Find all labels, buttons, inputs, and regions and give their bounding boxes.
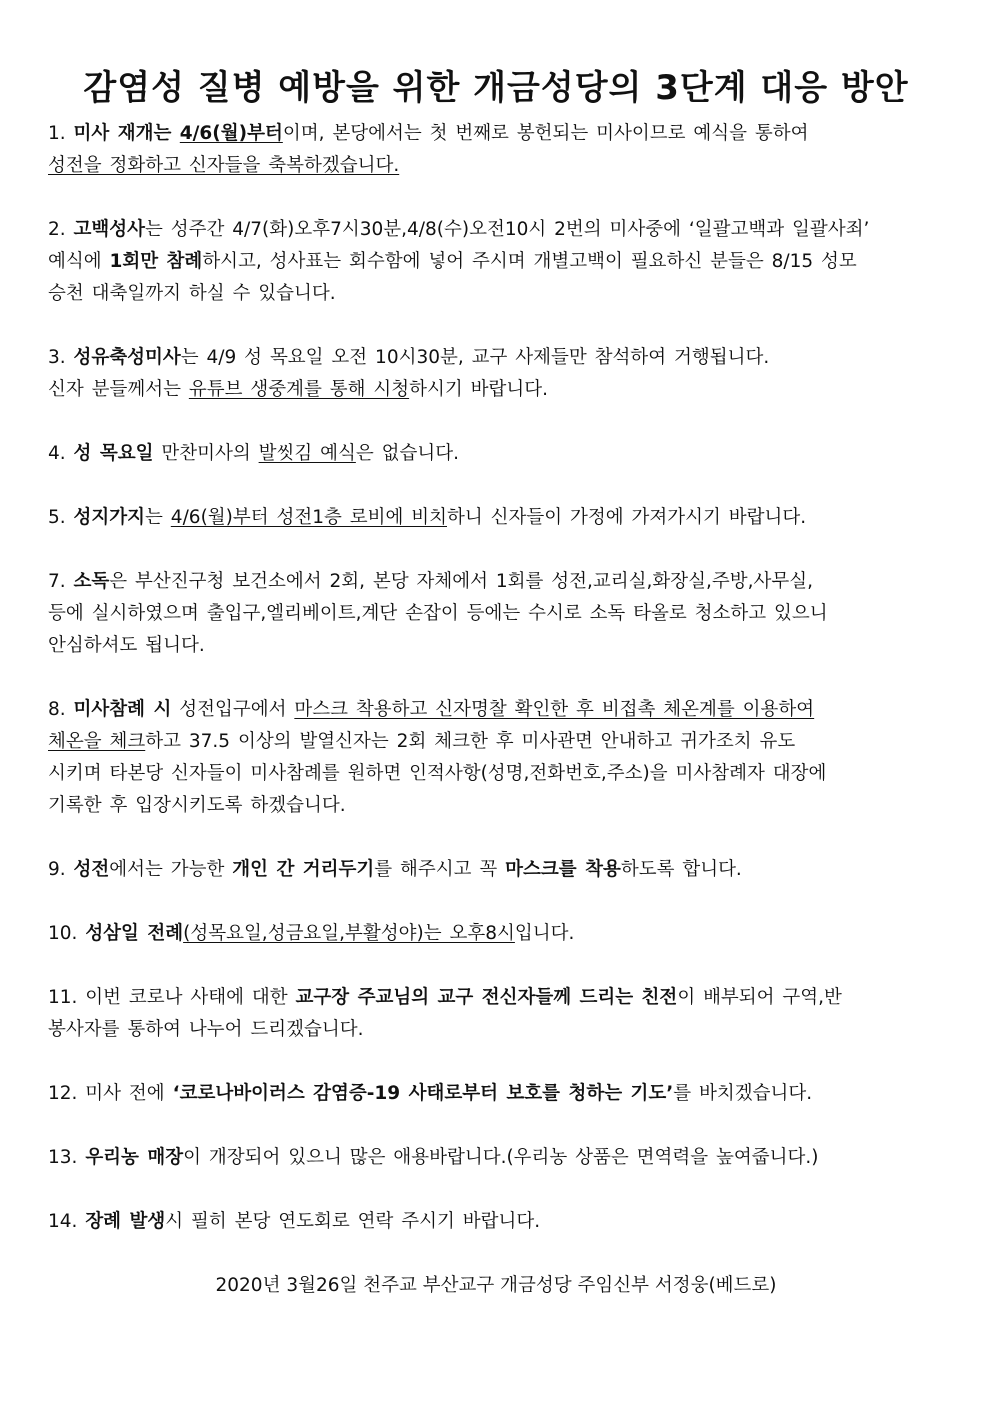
item-5 [48, 502, 948, 534]
body-text: 5. [48, 507, 74, 528]
item-7 [48, 566, 948, 662]
item-1 [48, 118, 948, 182]
body-text: 하시고, 성사표는 회수함에 넣어 주시며 개별고백이 필요하신 분들은 8/15 성모 승천 대축일까지 하실 수 있습니다. [48, 251, 857, 304]
body-text: 에서는 가능한 [109, 859, 233, 880]
body-text: 13. [48, 1147, 86, 1168]
item-8 [48, 694, 948, 822]
body-text: 를 바치겠습니다. [673, 1083, 813, 1104]
body-text: 은 없습니다. [355, 443, 459, 464]
item-11 [48, 982, 948, 1046]
emphasis-text: 고백성사 [73, 219, 146, 240]
body-text: 1. [48, 123, 74, 144]
body-text: 3. [48, 347, 74, 368]
body-text: 은 부산진구청 보건소에서 2회, 본당 자체에서 1회를 성전,교리실,화장실,주방,사무실, 등에 실시하였으며 출입구,엘리베이트,계단 손잡이 등에는 수시로 소독 타올로 청소하고 있으니 안심하셔도 됩니다. [48, 571, 828, 656]
emphasis-text: 마스크를 착용 [505, 859, 621, 880]
body-text: 14. [48, 1211, 86, 1232]
body-text: 이며, 본당에서는 첫 번째로 봉헌되는 미사이므로 예식을 통하여 [282, 123, 809, 144]
underlined-text: 마스크 착용하고 신자명찰 확인한 후 비접촉 체온계를 이용하여 체온을 체크 [48, 699, 815, 752]
document-title: 감염성 질병 예방을 위한 개금성당의 3단계 대응 방안 [83, 68, 909, 108]
emphasis-text: ‘코로나바이러스 감염증-19 사태로부터 보호를 청하는 기도’ [172, 1083, 674, 1104]
body-text: 를 해주시고 꼭 [374, 859, 506, 880]
emphasis-text: 성지가지 [73, 507, 146, 528]
item-12 [48, 1078, 948, 1110]
emphasis-text: 성유축성미사 [73, 347, 181, 368]
emphasis-text: 성전 [73, 859, 110, 880]
emphasis-text: 미사참례 시 [73, 699, 172, 720]
emphasis-text: 성 목요일 [73, 443, 154, 464]
body-text: 12. 미사 전에 [48, 1083, 173, 1104]
body-text: 시 필히 본당 연도회로 연락 주시기 바랍니다. [165, 1211, 541, 1232]
item-2 [48, 214, 948, 310]
underlined-text: 성전을 정화하고 신자들을 축복하겠습니다. [48, 155, 400, 176]
item-13 [48, 1142, 948, 1174]
body-text: 10. [48, 923, 86, 944]
body-text: 11. 이번 코로나 사태에 대한 [48, 987, 296, 1008]
body-text: 하시기 바랍니다. [409, 379, 548, 400]
emphasis-text: 개인 간 거리두기 [232, 859, 375, 880]
item-9 [48, 854, 948, 886]
item-4 [48, 438, 948, 470]
emphasis-text: 우리농 매장 [85, 1147, 184, 1168]
body-text: 성전입구에서 [171, 699, 295, 720]
body-text: 는 성주간 4/7(화)오후7시30분,4/8(수)오전10시 2번의 미사중에 ‘일괄고백과 일괄사죄’ 예식에 [48, 219, 870, 272]
underlined-text: 유튜브 생중계를 통해 시청 [188, 379, 410, 400]
body-text: 하고 37.5 이상의 발열신자는 2회 체크한 후 미사관면 안내하고 귀가조치 유도 시키며 타본당 신자들이 미사참례를 원하면 인적사항(성명,전화번호,주소)을 미사참례자 대장에 기록한 후 입장시키도록 하겠습니다. [48, 731, 827, 816]
body-text: 이 개장되어 있으니 많은 애용바랍니다.(우리농 상품은 면역력을 높여줍니다.) [183, 1147, 819, 1168]
underlined-text: 4/6(월)부터 성전1층 로비에 비치 [170, 507, 447, 528]
body-text: 입니다. [514, 923, 575, 944]
body-text: 는 4/9 성 목요일 오전 10시30분, 교구 사제들만 참석하여 거행됩니다. 신자 분들께서는 [48, 347, 770, 400]
emphasis-text: 4/6(월)부터 [179, 123, 283, 144]
emphasis-text: 교구장 주교님의 교구 전신자들께 드리는 친전 [295, 987, 678, 1008]
emphasis-text: 장례 발생 [85, 1211, 166, 1232]
item-10 [48, 918, 948, 950]
body-text: 9. [48, 859, 74, 880]
emphasis-text: 미사 재개는 [73, 123, 180, 144]
body-text: 7. [48, 571, 74, 592]
item-14 [48, 1206, 948, 1238]
underlined-text: 발씻김 예식 [258, 443, 356, 464]
body-text: 4. [48, 443, 74, 464]
emphasis-text: 1회만 참례 [109, 251, 203, 272]
body-text: 만찬미사의 [153, 443, 259, 464]
body-text: 하니 신자들이 가정에 가져가시기 바랍니다. [447, 507, 807, 528]
emphasis-text: 성삼일 전례 [85, 923, 184, 944]
body-text: 이 배부되어 구역,반 봉사자를 통하여 나누어 드리겠습니다. [48, 987, 842, 1040]
body-text: 는 [145, 507, 171, 528]
item-3 [48, 342, 948, 406]
body-text: 하도록 합니다. [620, 859, 742, 880]
body-text: 2. [48, 219, 74, 240]
document-signature: 2020년 3월26일 천주교 부산교구 개금성당 주임신부 서정웅(베드로) [215, 1275, 777, 1296]
body-text: 8. [48, 699, 74, 720]
emphasis-text: 소독 [73, 571, 110, 592]
underlined-text: (성목요일,성금요일,부활성야)는 오후8시 [183, 923, 515, 944]
